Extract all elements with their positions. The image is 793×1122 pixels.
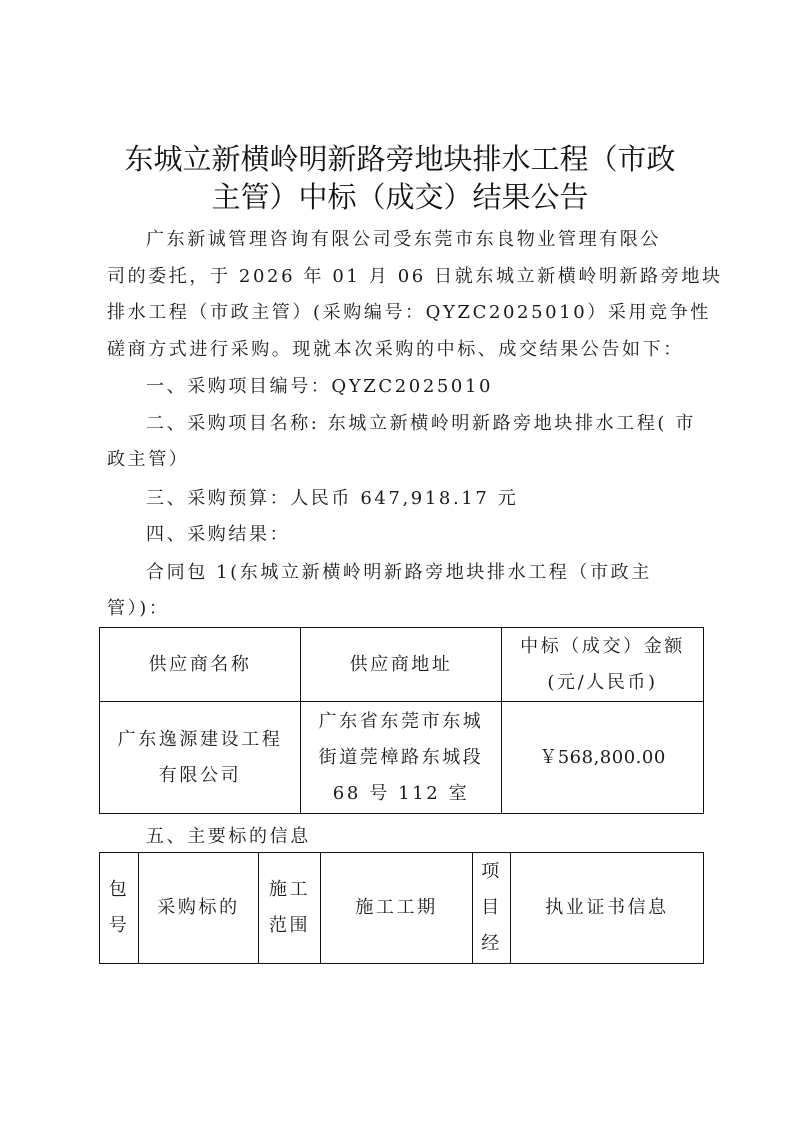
section-project-name-line-2: 政主管） [107, 449, 190, 470]
section-project-number: 一、采购项目编号：QYZC2025010 [146, 376, 494, 397]
section-project-name-line-1: 二、采购项目名称: 东城立新横岭明新路旁地块排水工程( 市 [146, 413, 696, 434]
section-result-heading: 四、采购结果： [146, 524, 291, 545]
header-construction-period: 施工工期 [321, 853, 473, 964]
subject-table-header-row [100, 853, 704, 964]
header-construction-scope: 施工 范围 [259, 853, 321, 964]
header-project-manager: 项 目 经 [473, 853, 511, 964]
cell-award-amount: ￥568,800.00 [502, 702, 704, 814]
document-title-line-1: 东城立新横岭明新路旁地块排水工程（市政 [124, 142, 676, 176]
cell-supplier-address: 广东省东莞市东城 街道莞樟路东城段 68 号 112 室 [301, 702, 502, 814]
intro-paragraph-line-1: 广东新诚管理咨询有限公司受东莞市东良物业管理有限公 [146, 229, 661, 250]
header-certificate-info: 执业证书信息 [511, 853, 704, 964]
header-supplier-name: 供应商名称 [100, 628, 301, 702]
intro-paragraph-line-4: 磋商方式进行采购。现就本次采购的中标、成交结果公告如下： [107, 339, 684, 360]
section-budget: 三、采购预算：人民币 647,918.17 元 [146, 488, 519, 509]
cell-supplier-name: 广东逸源建设工程 有限公司 [100, 702, 301, 814]
subject-info-table [99, 852, 704, 964]
header-supplier-address: 供应商地址 [301, 628, 502, 702]
document-title-line-2: 主管）中标（成交）结果公告 [211, 180, 589, 214]
header-award-amount: 中标（成交）金额 (元/人民币) [502, 628, 704, 702]
section-subject-info-heading: 五、主要标的信息 [146, 826, 311, 847]
table-row [100, 702, 704, 814]
package-line-1: 合同包 1(东城立新横岭明新路旁地块排水工程（市政主 [146, 562, 652, 583]
intro-paragraph-line-3: 排水工程（市政主管）(采购编号：QYZC2025010）采用竞争性 [107, 302, 711, 323]
header-package-number: 包 号 [100, 853, 139, 964]
intro-paragraph-line-2: 司的委托，于 2026 年 01 月 06 日就东城立新横岭明新路旁地块 [107, 266, 723, 287]
result-table [99, 627, 704, 814]
header-procurement-subject: 采购标的 [139, 853, 259, 964]
result-table-header-row [100, 628, 704, 702]
package-line-2: 管）)： [107, 598, 170, 619]
